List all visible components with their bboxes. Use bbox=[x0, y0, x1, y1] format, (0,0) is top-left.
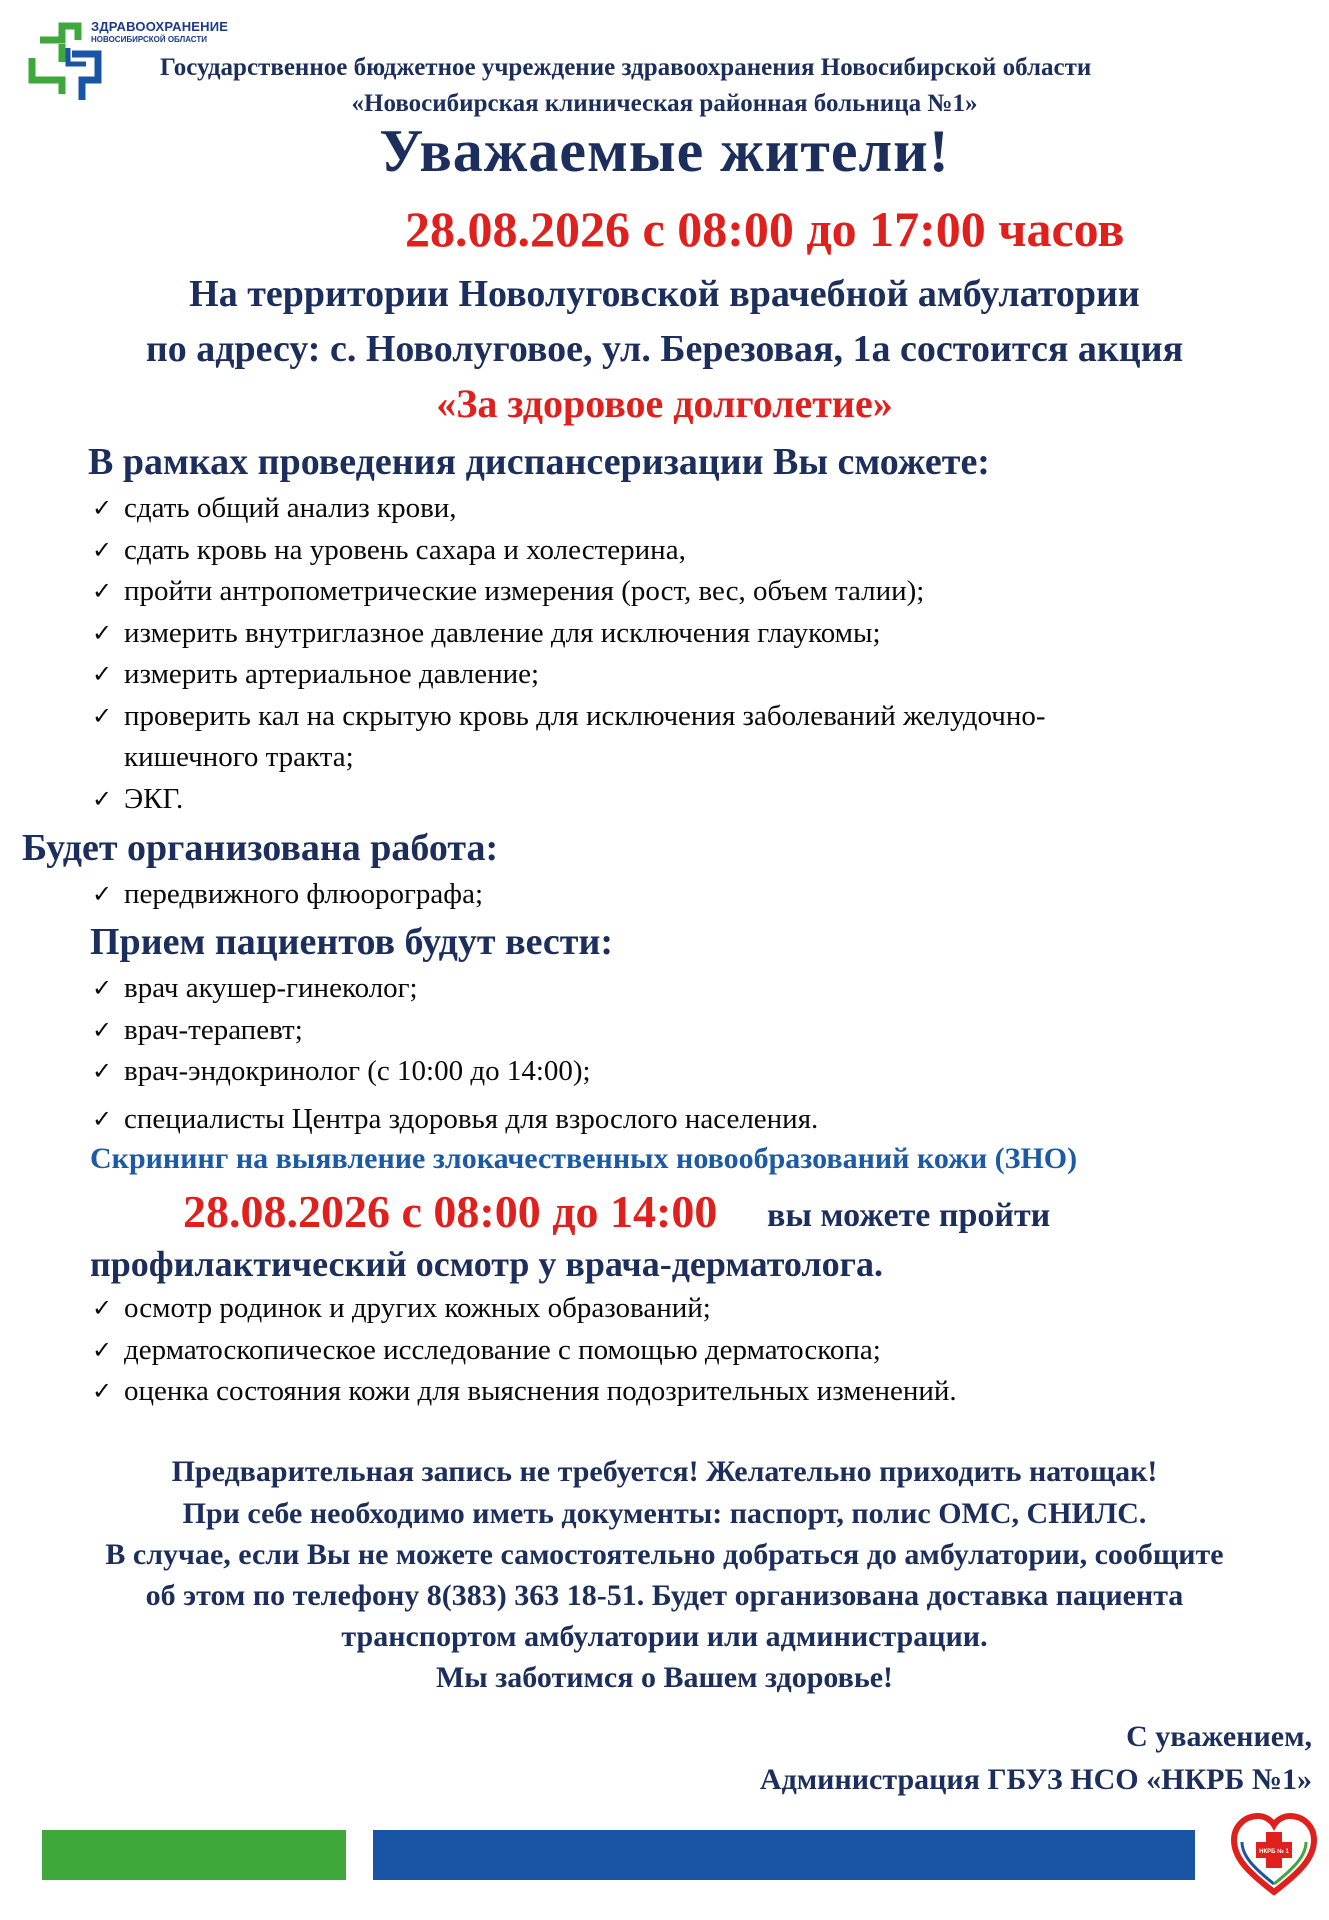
signature: Администрация ГБУЗ НСО «НКРБ №1» bbox=[759, 1763, 1312, 1796]
notice-transport-1: В случае, если Вы не можете самостоятельно добраться до амбулатории, сообщите bbox=[105, 1538, 1224, 1571]
hospital-heart-logo bbox=[1228, 1808, 1320, 1900]
check-icon: ✓ bbox=[92, 701, 113, 730]
list-item: ✓ оценка состояния кожи для выяснения подозрительных изменений. bbox=[92, 1371, 957, 1413]
notice-transport-3: транспортом амбулатории или администрации. bbox=[341, 1620, 988, 1653]
check-icon: ✓ bbox=[92, 1057, 113, 1085]
doctors-heading: Прием пациентов будут вести: bbox=[90, 921, 614, 963]
organization-name: Государственное бюджетное учреждение здравоохранения Новосибирской области bbox=[160, 54, 1092, 81]
check-icon: ✓ bbox=[92, 1015, 113, 1044]
footer-bar-blue bbox=[373, 1830, 1195, 1880]
check-icon: ✓ bbox=[92, 535, 113, 564]
list-item: ✓ проверить кал на скрытую кровь для исключения заболеваний желудочно- кишечного тракта; bbox=[92, 696, 1046, 779]
list-item-continuation: кишечного тракта; bbox=[124, 741, 354, 773]
list-item: ✓ измерить артериальное давление; bbox=[92, 654, 1046, 696]
dermatology-list bbox=[92, 1288, 957, 1413]
regards: С уважением, bbox=[1126, 1720, 1312, 1753]
work-list bbox=[92, 874, 483, 916]
list-item: ✓ сдать общий анализ крови, bbox=[92, 488, 1046, 530]
dispensary-list bbox=[92, 488, 1046, 820]
notice-documents: При себе необходимо иметь документы: паспорт, полис ОМС, СНИЛС. bbox=[182, 1497, 1147, 1530]
check-icon: ✓ bbox=[92, 1335, 113, 1364]
notice-transport-2: об этом по телефону 8(383) 363 18-51. Будет организована доставка пациента bbox=[145, 1579, 1184, 1612]
dispensary-heading: В рамках проведения диспансеризации Вы сможете: bbox=[88, 441, 990, 483]
list-item: ✓ измерить внутриглазное давление для исключения глаукомы; bbox=[92, 613, 1046, 655]
screening-date-tail: вы можете пройти bbox=[767, 1197, 1051, 1234]
work-heading: Будет организована работа: bbox=[22, 827, 499, 869]
list-item: ✓ осмотр родинок и других кожных образований; bbox=[92, 1288, 957, 1330]
logo-subtitle: НОВОСИБИРСКОЙ ОБЛАСТИ bbox=[91, 35, 207, 44]
svg-text:НКРБ № 1: НКРБ № 1 bbox=[1259, 1849, 1289, 1855]
check-icon: ✓ bbox=[92, 494, 113, 522]
event-date-time: 28.08.2026 с 08:00 до 17:00 часов bbox=[405, 201, 1125, 257]
check-icon: ✓ bbox=[92, 1377, 113, 1405]
notice-no-appointment: Предварительная запись не требуется! Желательно приходить натощак! bbox=[171, 1455, 1158, 1488]
list-item: ✓ врач-эндокринолог (с 10:00 до 14:00); bbox=[92, 1051, 818, 1093]
check-icon: ✓ bbox=[92, 577, 113, 605]
check-icon: ✓ bbox=[92, 974, 113, 1002]
list-item: ✓ врач акушер-гинеколог; bbox=[92, 968, 818, 1010]
screening-date-time: 28.08.2026 с 08:00 до 14:00 bbox=[183, 1186, 718, 1237]
list-item: ✓ дерматоскопическое исследование с помощью дерматоскопа; bbox=[92, 1330, 957, 1372]
check-icon: ✓ bbox=[92, 1294, 113, 1322]
logo-title: ЗДРАВООХРАНЕНИЕ bbox=[91, 19, 229, 34]
notice-care: Мы заботимся о Вашем здоровье! bbox=[435, 1661, 894, 1694]
list-item: ✓ сдать кровь на уровень сахара и холестерина, bbox=[92, 530, 1046, 572]
list-item: ✓ врач-терапевт; bbox=[92, 1010, 818, 1052]
check-icon: ✓ bbox=[92, 1104, 113, 1133]
check-icon: ✓ bbox=[92, 660, 113, 688]
headline: Уважаемые жители! bbox=[379, 118, 950, 184]
action-name: «За здоровое долголетие» bbox=[436, 381, 893, 426]
list-item: ✓ ЭКГ. bbox=[92, 779, 1046, 821]
check-icon: ✓ bbox=[92, 784, 113, 813]
dermatology-heading: профилактический осмотр у врача-дерматолога. bbox=[90, 1244, 884, 1284]
footer-bar-green bbox=[42, 1830, 346, 1880]
venue-line-2: по адресу: с. Новолуговое, ул. Березовая, 1а состоится акция bbox=[145, 328, 1184, 370]
list-item: ✓ пройти антропометрические измерения (рост, вес, объем талии); bbox=[92, 571, 1046, 613]
check-icon: ✓ bbox=[92, 618, 113, 647]
list-item: ✓ специалисты Центра здоровья для взрослого населения. bbox=[92, 1099, 818, 1141]
hospital-name: «Новосибирская клиническая районная больница №1» bbox=[351, 90, 978, 117]
list-item: ✓ передвижного флюорографа; bbox=[92, 874, 483, 916]
screening-title: Скрининг на выявление злокачественных новообразований кожи (ЗНО) bbox=[90, 1142, 1078, 1175]
doctors-list bbox=[92, 968, 818, 1140]
check-icon: ✓ bbox=[92, 880, 113, 908]
venue-line-1: На территории Новолуговской врачебной амбулатории bbox=[189, 273, 1140, 315]
